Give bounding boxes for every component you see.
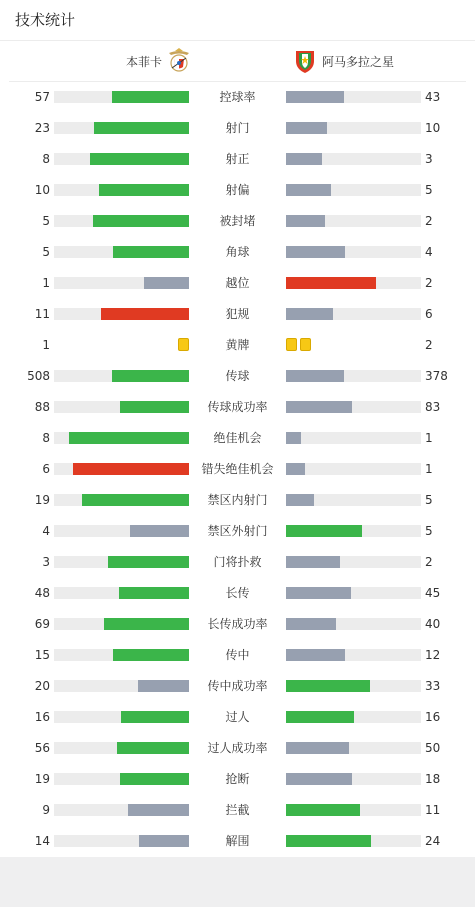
away-value: 2 xyxy=(425,276,433,290)
home-value: 69 xyxy=(34,617,50,631)
stat-label: 禁区外射门 xyxy=(207,524,268,538)
home-team[interactable] xyxy=(126,48,192,74)
stat-row xyxy=(0,268,475,299)
away-bar-track xyxy=(286,277,421,289)
away-value: 50 xyxy=(425,741,441,755)
home-bar-fill xyxy=(94,122,189,134)
stat-row xyxy=(0,609,475,640)
stat-label: 拦截 xyxy=(225,803,250,817)
stat-row xyxy=(0,640,475,671)
stat-row xyxy=(0,299,475,330)
away-bar-fill xyxy=(286,711,354,723)
stat-row xyxy=(0,454,475,485)
stat-label: 长传成功率 xyxy=(207,617,268,631)
away-value: 5 xyxy=(425,183,433,197)
stat-row xyxy=(0,671,475,702)
home-bar-fill xyxy=(139,835,189,847)
stat-row xyxy=(0,175,475,206)
stat-label: 传球成功率 xyxy=(207,400,268,414)
home-bar-fill xyxy=(93,215,189,227)
stat-label: 射门 xyxy=(225,121,250,135)
stat-row xyxy=(0,826,475,857)
home-bar-track xyxy=(54,463,189,475)
away-bar-fill xyxy=(286,804,360,816)
away-value: 24 xyxy=(425,834,441,848)
away-bar-track xyxy=(286,401,421,413)
yellow-card-icon xyxy=(286,338,297,351)
home-bar-fill xyxy=(121,711,189,723)
stat-row xyxy=(0,516,475,547)
away-team-name: 阿马多拉之星 xyxy=(322,54,395,69)
home-team-name: 本菲卡 xyxy=(125,54,162,69)
away-bar-track xyxy=(286,556,421,568)
away-bar-fill xyxy=(286,432,301,444)
away-value: 1 xyxy=(425,462,433,476)
away-team[interactable] xyxy=(292,48,394,74)
away-value: 33 xyxy=(425,679,441,693)
estrela-amadora-crest-icon xyxy=(292,48,318,74)
home-value: 19 xyxy=(34,772,50,786)
away-bar-track xyxy=(286,618,421,630)
stat-label: 射正 xyxy=(225,152,250,166)
stat-row xyxy=(0,795,475,826)
home-bar-fill xyxy=(117,742,189,754)
home-value: 10 xyxy=(34,183,50,197)
yellow-card-icon xyxy=(300,338,311,351)
away-value: 2 xyxy=(425,214,433,228)
home-value: 8 xyxy=(42,431,50,445)
home-bar-track xyxy=(54,525,189,537)
stat-row xyxy=(0,578,475,609)
away-value: 45 xyxy=(425,586,441,600)
away-bar-track xyxy=(286,122,421,134)
home-value: 56 xyxy=(34,741,50,755)
stat-row xyxy=(0,330,475,361)
stat-row xyxy=(0,392,475,423)
home-bar-track xyxy=(54,587,189,599)
home-bar-track xyxy=(54,618,189,630)
away-bar-track xyxy=(286,742,421,754)
away-value: 18 xyxy=(425,772,441,786)
away-bar-track xyxy=(286,153,421,165)
away-bar-fill xyxy=(286,401,352,413)
away-bar-fill xyxy=(286,618,336,630)
away-value: 1 xyxy=(425,431,433,445)
home-value: 1 xyxy=(42,276,50,290)
away-bar-fill xyxy=(286,370,344,382)
away-bar-fill xyxy=(286,91,344,103)
home-bar-track xyxy=(54,804,189,816)
home-bar-track xyxy=(54,432,189,444)
away-bar-fill xyxy=(286,308,333,320)
away-bar-track xyxy=(286,432,421,444)
away-bar-fill xyxy=(286,153,322,165)
home-bar-fill xyxy=(101,308,189,320)
home-bar-track xyxy=(54,184,189,196)
home-bar-fill xyxy=(144,277,189,289)
away-value: 10 xyxy=(425,121,441,135)
away-value: 5 xyxy=(425,524,433,538)
home-yellow-cards xyxy=(178,338,189,352)
stat-label: 越位 xyxy=(225,276,250,290)
away-bar-track xyxy=(286,804,421,816)
away-bar-fill xyxy=(286,587,351,599)
stat-label: 门将扑救 xyxy=(213,555,262,569)
stats-list xyxy=(0,82,475,857)
away-value: 83 xyxy=(425,400,441,414)
away-bar-track xyxy=(286,308,421,320)
home-value: 6 xyxy=(42,462,50,476)
away-bar-fill xyxy=(286,835,371,847)
away-value: 43 xyxy=(425,90,441,104)
away-value: 3 xyxy=(425,152,433,166)
home-value: 5 xyxy=(42,214,50,228)
away-value: 12 xyxy=(425,648,441,662)
home-bar-track xyxy=(54,494,189,506)
stat-label: 角球 xyxy=(225,245,250,259)
away-bar-track xyxy=(286,773,421,785)
home-value: 57 xyxy=(34,90,50,104)
away-bar-fill xyxy=(286,246,345,258)
away-value: 16 xyxy=(425,710,441,724)
away-bar-track xyxy=(286,680,421,692)
stat-label: 错失绝佳机会 xyxy=(201,462,274,476)
away-bar-fill xyxy=(286,649,345,661)
stat-row xyxy=(0,733,475,764)
home-bar-track xyxy=(54,556,189,568)
home-value: 48 xyxy=(34,586,50,600)
home-value: 11 xyxy=(34,307,50,321)
home-bar-track xyxy=(54,773,189,785)
stat-label: 禁区内射门 xyxy=(207,493,268,507)
home-value: 19 xyxy=(34,493,50,507)
home-value: 3 xyxy=(42,555,50,569)
stat-label: 控球率 xyxy=(219,90,256,104)
stat-label: 犯规 xyxy=(225,307,250,321)
stat-label: 传球 xyxy=(225,369,250,383)
stat-row xyxy=(0,144,475,175)
home-bar-fill xyxy=(119,587,189,599)
benfica-crest-icon xyxy=(166,48,192,74)
home-value: 8 xyxy=(42,152,50,166)
away-value: 2 xyxy=(425,555,433,569)
home-bar-track xyxy=(54,277,189,289)
away-bar-track xyxy=(286,835,421,847)
away-bar-track xyxy=(286,494,421,506)
away-bar-track xyxy=(286,711,421,723)
away-value: 378 xyxy=(425,369,448,383)
home-bar-track xyxy=(54,370,189,382)
away-bar-track xyxy=(286,649,421,661)
stat-row xyxy=(0,423,475,454)
away-bar-fill xyxy=(286,742,349,754)
stat-row xyxy=(0,702,475,733)
home-value: 23 xyxy=(34,121,50,135)
away-value: 4 xyxy=(425,245,433,259)
home-bar-fill xyxy=(112,91,189,103)
home-bar-fill xyxy=(99,184,189,196)
away-bar-track xyxy=(286,184,421,196)
stat-label: 绝佳机会 xyxy=(213,431,262,445)
home-bar-fill xyxy=(104,618,189,630)
stat-label: 过人成功率 xyxy=(207,741,268,755)
stat-row xyxy=(0,547,475,578)
home-value: 508 xyxy=(27,369,50,383)
home-bar-track xyxy=(54,835,189,847)
away-bar-fill xyxy=(286,215,325,227)
away-value: 2 xyxy=(425,338,433,352)
away-value: 5 xyxy=(425,493,433,507)
stat-row xyxy=(0,237,475,268)
teams-header xyxy=(0,41,475,81)
home-bar-track xyxy=(54,401,189,413)
home-value: 1 xyxy=(42,338,50,352)
stat-row xyxy=(0,485,475,516)
away-value: 40 xyxy=(425,617,441,631)
home-bar-track xyxy=(54,308,189,320)
stat-row xyxy=(0,206,475,237)
home-bar-fill xyxy=(73,463,189,475)
home-bar-fill xyxy=(120,773,189,785)
away-bar-fill xyxy=(286,556,340,568)
away-bar-track xyxy=(286,370,421,382)
stat-label: 解围 xyxy=(225,834,250,848)
home-value: 14 xyxy=(34,834,50,848)
stat-label: 抢断 xyxy=(225,772,250,786)
away-bar-track xyxy=(286,246,421,258)
home-bar-fill xyxy=(108,556,189,568)
stat-label: 射偏 xyxy=(225,183,250,197)
away-bar-fill xyxy=(286,525,362,537)
stat-label: 传中成功率 xyxy=(207,679,268,693)
away-bar-track xyxy=(286,525,421,537)
home-bar-fill xyxy=(130,525,189,537)
away-bar-fill xyxy=(286,680,370,692)
away-yellow-cards xyxy=(286,338,311,352)
stat-label: 传中 xyxy=(225,648,250,662)
home-bar-fill xyxy=(90,153,189,165)
home-bar-fill xyxy=(69,432,189,444)
home-bar-track xyxy=(54,680,189,692)
page-title: 技术统计 xyxy=(15,11,76,29)
home-bar-fill xyxy=(128,804,189,816)
home-value: 4 xyxy=(42,524,50,538)
away-bar-track xyxy=(286,463,421,475)
home-bar-track xyxy=(54,215,189,227)
away-bar-fill xyxy=(286,122,327,134)
away-bar-track xyxy=(286,91,421,103)
stat-label: 长传 xyxy=(225,586,250,600)
stat-label: 被封堵 xyxy=(219,214,256,228)
away-value: 6 xyxy=(425,307,433,321)
yellow-card-icon xyxy=(178,338,189,351)
stat-row xyxy=(0,764,475,795)
stat-row xyxy=(0,82,475,113)
home-value: 16 xyxy=(34,710,50,724)
home-bar-track xyxy=(54,246,189,258)
home-value: 15 xyxy=(34,648,50,662)
stat-row xyxy=(0,361,475,392)
away-bar-fill xyxy=(286,494,314,506)
away-bar-fill xyxy=(286,773,352,785)
away-bar-track xyxy=(286,587,421,599)
home-bar-track xyxy=(54,742,189,754)
home-bar-track xyxy=(54,122,189,134)
stat-label: 黄牌 xyxy=(225,338,250,352)
away-bar-track xyxy=(286,215,421,227)
home-value: 9 xyxy=(42,803,50,817)
home-bar-fill xyxy=(112,370,189,382)
home-bar-track xyxy=(54,711,189,723)
home-bar-fill xyxy=(82,494,189,506)
home-bar-fill xyxy=(113,649,189,661)
home-bar-track xyxy=(54,91,189,103)
home-bar-fill xyxy=(138,680,189,692)
home-value: 20 xyxy=(34,679,50,693)
home-bar-track xyxy=(54,649,189,661)
home-bar-fill xyxy=(113,246,189,258)
stat-label: 过人 xyxy=(225,710,250,724)
away-bar-fill xyxy=(286,277,376,289)
home-value: 88 xyxy=(34,400,50,414)
away-bar-fill xyxy=(286,184,331,196)
home-value: 5 xyxy=(42,245,50,259)
home-bar-track xyxy=(54,153,189,165)
stat-row xyxy=(0,113,475,144)
away-bar-fill xyxy=(286,463,305,475)
home-bar-fill xyxy=(120,401,189,413)
away-value: 11 xyxy=(425,803,441,817)
